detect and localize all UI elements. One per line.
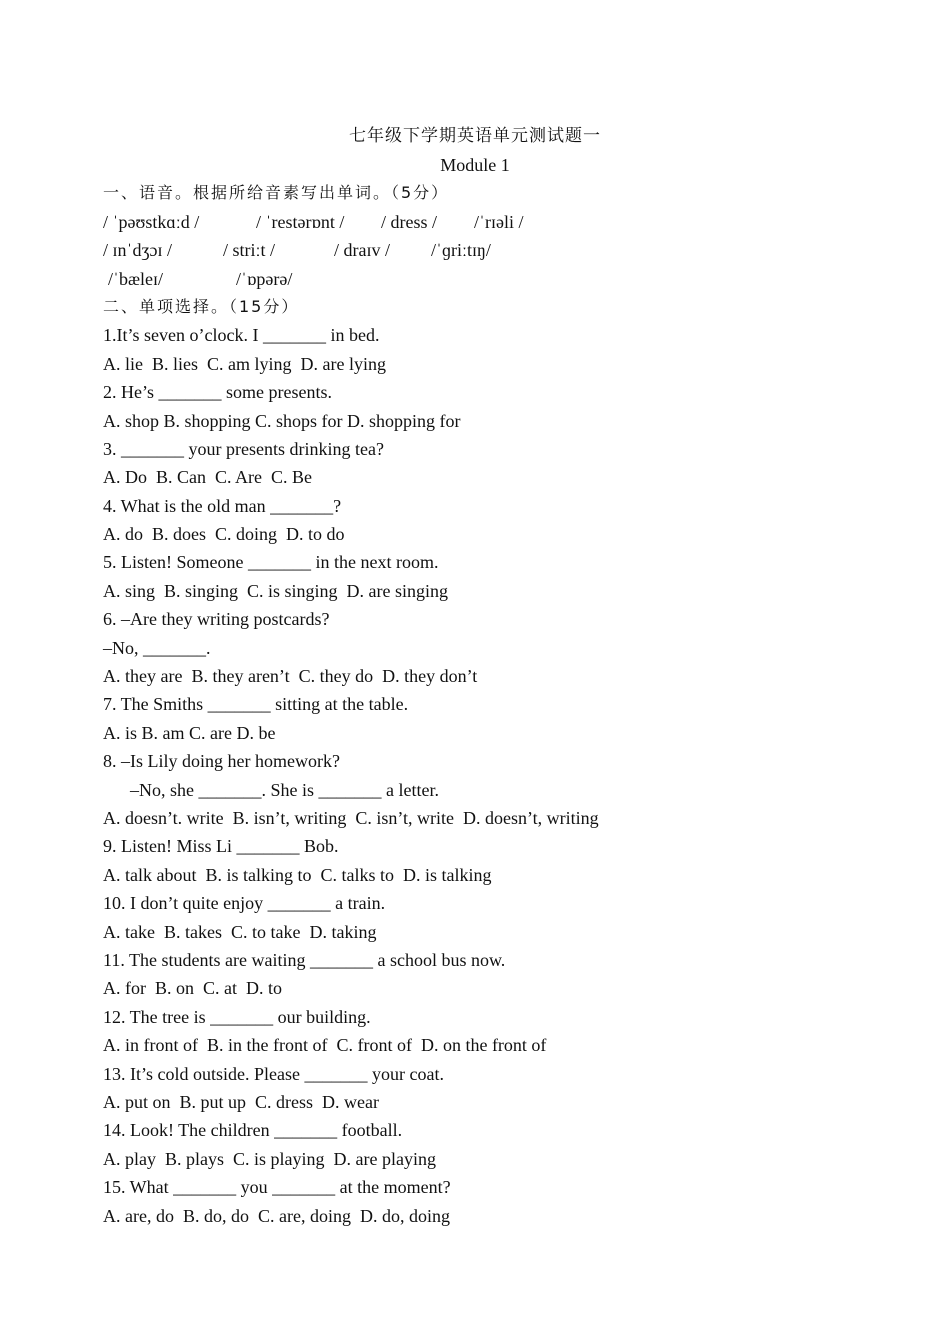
question-line: A. lie B. lies C. am lying D. are lying <box>103 354 386 374</box>
question-line: A. play B. plays C. is playing D. are playing <box>103 1149 436 1169</box>
question-line: A. do B. does C. doing D. to do <box>103 524 345 544</box>
question-line: 7. The Smiths _______ sitting at the table. <box>103 694 409 714</box>
question-line: 3. _______ your presents drinking tea? <box>103 439 384 459</box>
question-line: 11. The students are waiting _______ a school bus now. <box>103 950 506 970</box>
question-line: 14. Look! The children _______ football. <box>103 1120 403 1140</box>
question-line: A. shop B. shopping C. shops for D. shopping for <box>103 411 461 431</box>
question-line: 1.It’s seven o’clock. I _______ in bed. <box>103 325 380 345</box>
phonetic-item: /ˈɡriːtɪŋ/ <box>431 240 491 260</box>
question-line: A. talk about B. is talking to C. talks to D. is talking <box>103 865 492 885</box>
question-line: 13. It’s cold outside. Please _______ your coat. <box>103 1064 444 1084</box>
phonetic-item: /ˈbæleɪ/ <box>108 269 163 289</box>
question-line: 10. I don’t quite enjoy _______ a train. <box>103 893 386 913</box>
page-title: 七年级下学期英语单元测试题一 <box>349 126 601 146</box>
phonetic-item: /ˈrɪəli / <box>474 212 524 232</box>
phonetic-item: / draɪv / <box>334 240 390 260</box>
question-line: A. take B. takes C. to take D. taking <box>103 922 377 942</box>
question-line: A. put on B. put up C. dress D. wear <box>103 1092 379 1112</box>
question-line: A. are, do B. do, do C. are, doing D. do, doing <box>103 1206 450 1226</box>
section2-heading: 二、单项选择。（15分） <box>103 297 300 316</box>
question-line: 9. Listen! Miss Li _______ Bob. <box>103 836 339 856</box>
phonetic-item: / ˈpəʊstkɑːd / <box>103 212 200 232</box>
question-line: –No, she _______. She is _______ a letter. <box>103 780 439 800</box>
module-subtitle: Module 1 <box>440 155 510 175</box>
phonetic-item: /ˈɒpərə/ <box>236 269 293 289</box>
question-line: 2. He’s _______ some presents. <box>103 382 332 402</box>
question-line: 8. –Is Lily doing her homework? <box>103 751 340 771</box>
phonetic-item: / dress / <box>381 212 437 232</box>
question-line: A. sing B. singing C. is singing D. are singing <box>103 581 449 601</box>
question-line: A. in front of B. in the front of C. front of D. on the front of <box>103 1035 547 1055</box>
question-line: A. Do B. Can C. Are C. Be <box>103 467 312 487</box>
question-line: A. doesn’t. write B. isn’t, writing C. isn’t, write D. doesn’t, writing <box>103 808 599 828</box>
phonetic-item: / striːt / <box>223 240 276 260</box>
question-line: A. they are B. they aren’t C. they do D. they don’t <box>103 666 478 686</box>
question-line: A. for B. on C. at D. to <box>103 978 282 998</box>
question-line: –No, _______. <box>103 638 211 658</box>
question-line: 6. –Are they writing postcards? <box>103 609 330 629</box>
question-line: 15. What _______ you _______ at the moment? <box>103 1177 451 1197</box>
question-line: A. is B. am C. are D. be <box>103 723 276 743</box>
question-line: 5. Listen! Someone _______ in the next room. <box>103 552 439 572</box>
question-line: 12. The tree is _______ our building. <box>103 1007 371 1027</box>
phonetic-item: / ˈrestərɒnt / <box>256 212 345 232</box>
phonetic-item: / ɪnˈdʒɔɪ / <box>103 240 172 260</box>
section1-heading: 一、语音。根据所给音素写出单词。（5分） <box>103 183 450 202</box>
question-line: 4. What is the old man _______? <box>103 496 342 516</box>
